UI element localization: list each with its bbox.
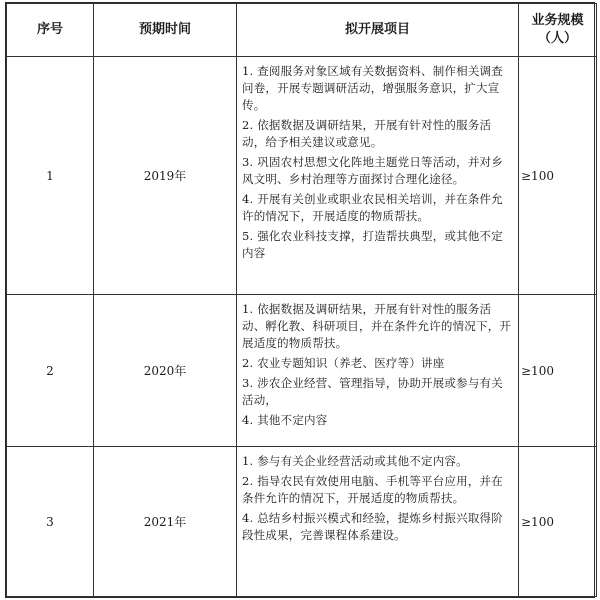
plan-table [5,2,595,598]
project-item: 1. 依据数据及调研结果，开展有针对性的服务活动、孵化教、科研项目，并在条件允许的情况下，开展适度的物质帮扶。 [242,302,512,350]
row-scale: ≥100 [519,57,597,295]
row-projects [237,295,519,447]
header-scale-line1: 业务规模 [531,13,584,28]
table-row [7,295,597,447]
project-item: 3. 涉农企业经营、管理指导，协助开展或参与有关活动， [242,376,503,407]
project-item: 5. 强化农业科技支撑，打造帮扶典型，或其他不定内容 [242,229,503,260]
table-row [7,447,597,597]
row-seq: 2 [7,295,94,447]
project-item: 1. 查阅服务对象区域有关数据资料、制作相关调查问卷，开展专题调研活动，增强服务意识，扩大宣传。 [242,64,503,112]
row-time: 2021年 [94,447,237,597]
project-item: 4. 总结乡村振兴模式和经验，提炼乡村振兴取得阶段性成果，完善课程体系建设。 [242,511,503,542]
project-item: 4. 其他不定内容 [242,413,328,427]
header-seq: 序号 [7,4,94,57]
header-time: 预期时间 [94,4,237,57]
project-item: 3. 巩固农村思想文化阵地主题党日等活动，并对乡风文明、乡村治理等方面探讨合理化途径。 [242,155,503,186]
header-scale-line2: （人） [537,31,577,46]
row-scale: ≥100 [519,295,597,447]
row-seq: 3 [7,447,94,597]
project-item: 4. 开展有关创业或职业农民相关培训，并在条件允许的情况下，开展适度的物质帮扶。 [242,192,503,223]
row-projects [237,57,519,295]
project-item: 2. 农业专题知识（养老、医疗等）讲座 [242,356,445,370]
project-item: 2. 指导农民有效使用电脑、手机等平台应用，并在条件允许的情况下，开展适度的物质帮扶。 [242,474,503,505]
project-item: 1. 参与有关企业经营活动或其他不定内容。 [242,454,468,468]
row-seq: 1 [7,57,94,295]
header-project: 拟开展项目 [237,4,519,57]
row-time: 2020年 [94,295,237,447]
plan-table-grid [6,3,597,597]
project-item: 2. 依据数据及调研结果，开展有针对性的服务活动，给予相关建议或意见。 [242,118,492,149]
table-row [7,57,597,295]
header-row [7,4,597,57]
row-projects [237,447,519,597]
row-time: 2019年 [94,57,237,295]
row-scale: ≥100 [519,447,597,597]
header-scale [519,4,597,57]
